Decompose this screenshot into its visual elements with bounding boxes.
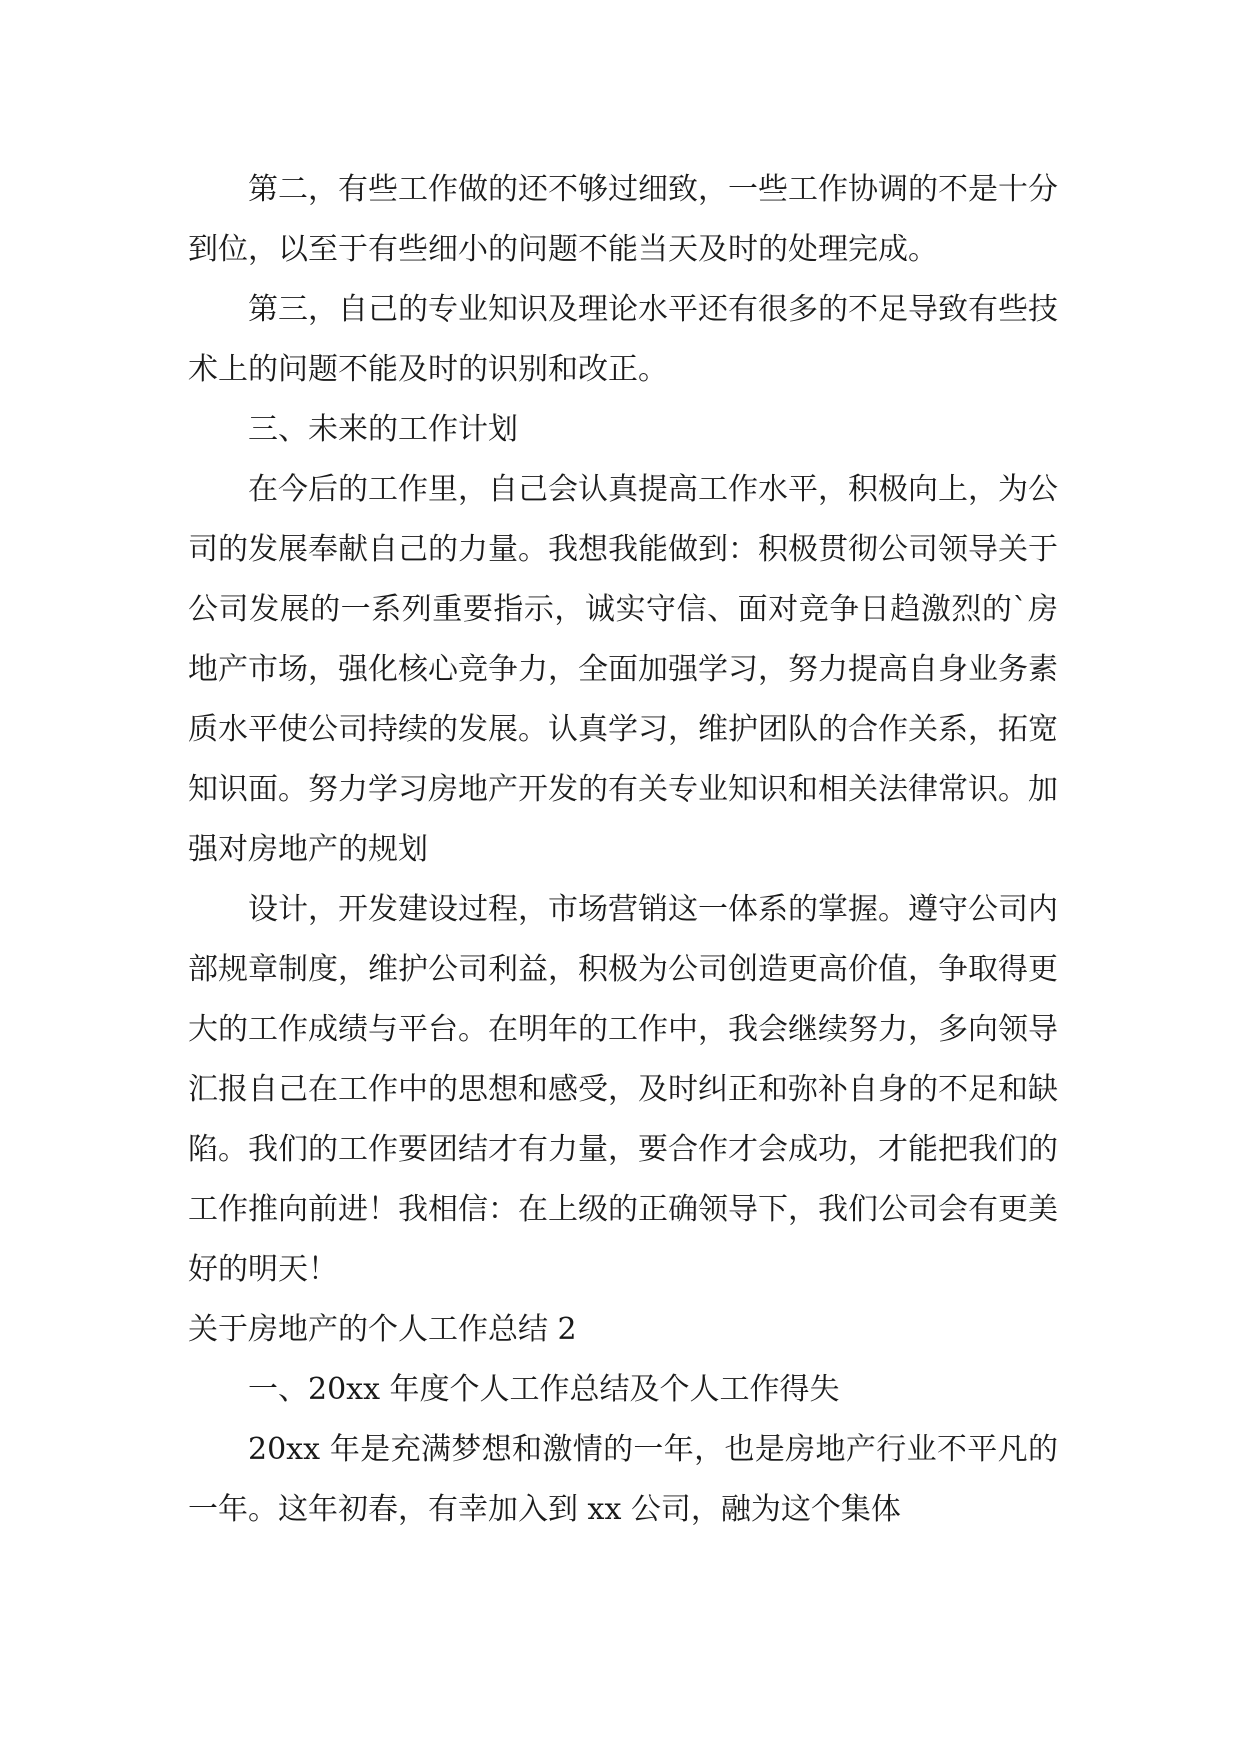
section-heading-annual-summary: 一、20xx 年度个人工作总结及个人工作得失 [248,1372,840,1407]
paragraph-future-plan-continued: 设计，开发建设过程，市场营销这一体系的掌握。遵守公司内部规章制度，维护公司利益，积极为公司创造更高价值，争取得更大的工作成绩与平台。在明年的工作中，我会继续努力，多向领导汇报自己在工作中的思想和感受，及时纠正和弥补自身的不足和缺陷。我们的工作要团结才有力量，要合作才会成功，才能把我们的工作推向前进！我相信：在上级的正确领导下，我们公司会有更美好的明天！ [188,892,1058,1287]
document-title-summary-2: 关于房地产的个人工作总结 2 [188,1312,577,1347]
paragraph-annual-summary: 20xx 年是充满梦想和激情的一年，也是房地产行业不平凡的一年。这年初春，有幸加入到 xx 公司，融为这个集体 [188,1432,1058,1527]
paragraph-future-plan: 在今后的工作里，自己会认真提高工作水平，积极向上，为公司的发展奉献自己的力量。我想我能做到：积极贯彻公司领导关于公司发展的一系列重要指示，诚实守信、面对竞争日趋激烈的`房地产市场，强化核心竞争力，全面加强学习，努力提高自身业务素质水平使公司持续的发展。认真学习，维护团队的合作关系，拓宽知识面。努力学习房地产开发的有关专业知识和相关法律常识。加强对房地产的规划 [188,472,1058,867]
section-heading-future-plan: 三、未来的工作计划 [248,412,518,447]
document-body [188,160,1058,1540]
paragraph-weakness-two: 第二，有些工作做的还不够过细致，一些工作协调的不是十分到位，以至于有些细小的问题不能当天及时的处理完成。 [188,172,1058,267]
paragraph-weakness-three: 第三，自己的专业知识及理论水平还有很多的不足导致有些技术上的问题不能及时的识别和改正。 [188,292,1058,387]
